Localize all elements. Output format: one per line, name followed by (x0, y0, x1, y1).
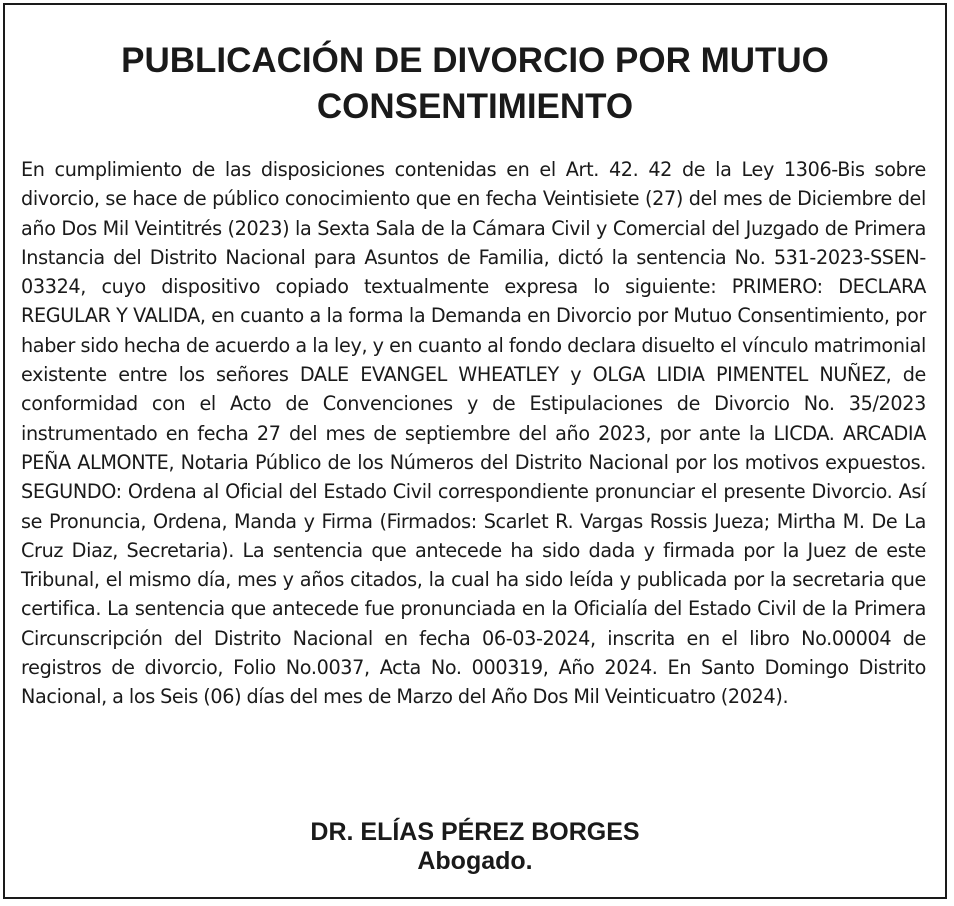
notice-title-line-1: PUBLICACIÓN DE DIVORCIO POR MUTUO (121, 41, 829, 80)
notice-frame (3, 3, 947, 899)
notice-body: En cumplimiento de las disposiciones contenidas en el Art. 42. 42 de la Ley 1306-Bis sobre divorcio, se hace de público conocimiento que en fecha Veintisiete (27) del mes de Diciembre del año Dos Mil Veintitrés (2023) la Sexta Sala de la Cámara Civil y Comercial del Juzgado de Primera Instancia del Distrito Nacional para Asuntos de Familia, dictó la sentencia No. 531-2023-SSEN-03324, cuyo dispositivo copiado textualmente expresa lo siguiente: PRIMERO: DECLARA REGULAR Y VALIDA, en cuanto a la forma la Demanda en Divorcio por Mutuo Consentimiento, por haber sido hecha de acuerdo a la ley, y en cuanto al fondo declara disuelto el vínculo matrimonial existente entre los señores DALE EVANGEL WHEATLEY y OLGA LIDIA PIMENTEL NUÑEZ, de conformidad con el Acto de Convenciones y de Estipulaciones de Divorcio No. 35/2023 instrumentado en fecha 27 del mes de septiembre del año 2023, por ante la LICDA. ARCADIA PEÑA ALMONTE, Notaria Público de los Números del Distrito Nacional por los motivos expuestos. SEGUNDO: Ordena al Oficial del Estado Civil correspondiente pronunciar el presente Divorcio. Así se Pronuncia, Ordena, Manda y Firma (Firmados: Scarlet R. Vargas Rossis Jueza; Mirtha M. De La Cruz Diaz, Secretaria). La sentencia que antecede ha sido dada y firmada por la Juez de este Tribunal, el mismo día, mes y años citados, la cual ha sido leída y publicada por la secretaria que certifica. La sentencia que antecede fue pronunciada en la Oficialía del Estado Civil de la Primera Circunscripción del Distrito Nacional en fecha 06-03-2024, inscrita en el libro No.00004 de registros de divorcio, Folio No.0037, Acta No. 000319, Año 2024. En Santo Domingo Distrito Nacional, a los Seis (06) días del mes de Marzo del Año Dos Mil Veinticuatro (2024). (21, 158, 926, 709)
signature-block (5, 817, 945, 875)
notice-title (5, 38, 945, 130)
signature-name: DR. ELÍAS PÉREZ BORGES (310, 818, 640, 846)
notice-title-line-2: CONSENTIMIENTO (316, 87, 634, 126)
signature-title: Abogado. (417, 847, 533, 875)
